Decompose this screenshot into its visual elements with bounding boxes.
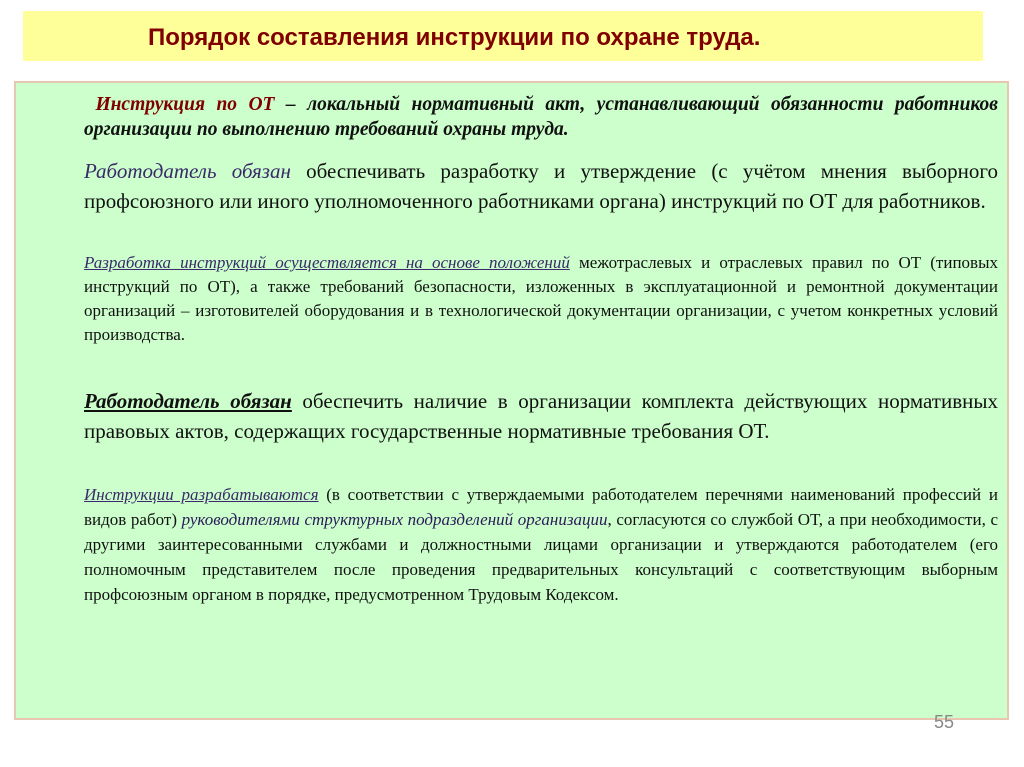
instructions-developed-italic: руководителями структурных подразделений организации bbox=[181, 510, 608, 529]
definition-text: – локальный нормативный акт, устанавливающий обязанности работников организации по выполнению требований охраны труда. bbox=[84, 94, 999, 140]
slide-title: Порядок составления инструкции по охране труда. bbox=[148, 24, 761, 51]
employer-duty-text: обеспечивать разработку и утверждение (с учётом мнения выборного профсоюзного или иного уполномоченного работниками органа) инструкций по ОТ для работников. bbox=[84, 159, 998, 213]
development-basis-lead: Разработка инструкций осуществляется на основе положений bbox=[84, 253, 570, 272]
instructions-developed-lead: Инструкции разрабатываются bbox=[84, 485, 319, 504]
instructions-developed-mid: (в соответствии с утверждаемыми работодателем перечнями наименований профессий и видов работ) bbox=[84, 485, 998, 529]
instructions-developed-text: , согласуются со службой ОТ, а при необходимости, с другими заинтересованными службами и должностными лицами организации и утверждаются работодателем (его полномочным представителем после проведения предварительных консультаций с соответствующим выборным профсоюзным органом в порядке, предусмотренном Трудовым Кодексом. bbox=[84, 510, 999, 604]
paragraph-definition bbox=[84, 92, 998, 142]
definition-term: Инструкция по ОТ bbox=[95, 94, 275, 115]
employer-provision-lead: Работодатель обязан bbox=[84, 389, 292, 413]
paragraph-employer-provision bbox=[84, 386, 998, 446]
paragraph-instructions-developed bbox=[84, 482, 998, 607]
development-basis-text: межотраслевых и отраслевых правил по ОТ (типовых инструкций по ОТ), а также требований безопасности, изложенных в эксплуатационной и ремонтной документации организаций – изготовителей оборудования и в технологической документации организации, с учетом конкретных условий производства. bbox=[84, 253, 998, 344]
page-number: 55 bbox=[933, 712, 954, 732]
employer-duty-lead: Работодатель обязан bbox=[84, 159, 291, 183]
employer-provision-text: обеспечить наличие в организации комплекта действующих нормативных правовых актов, содержащих государственные нормативные требования ОТ. bbox=[84, 389, 998, 443]
paragraph-development-basis bbox=[84, 251, 998, 347]
paragraph-employer-duty bbox=[84, 156, 998, 216]
